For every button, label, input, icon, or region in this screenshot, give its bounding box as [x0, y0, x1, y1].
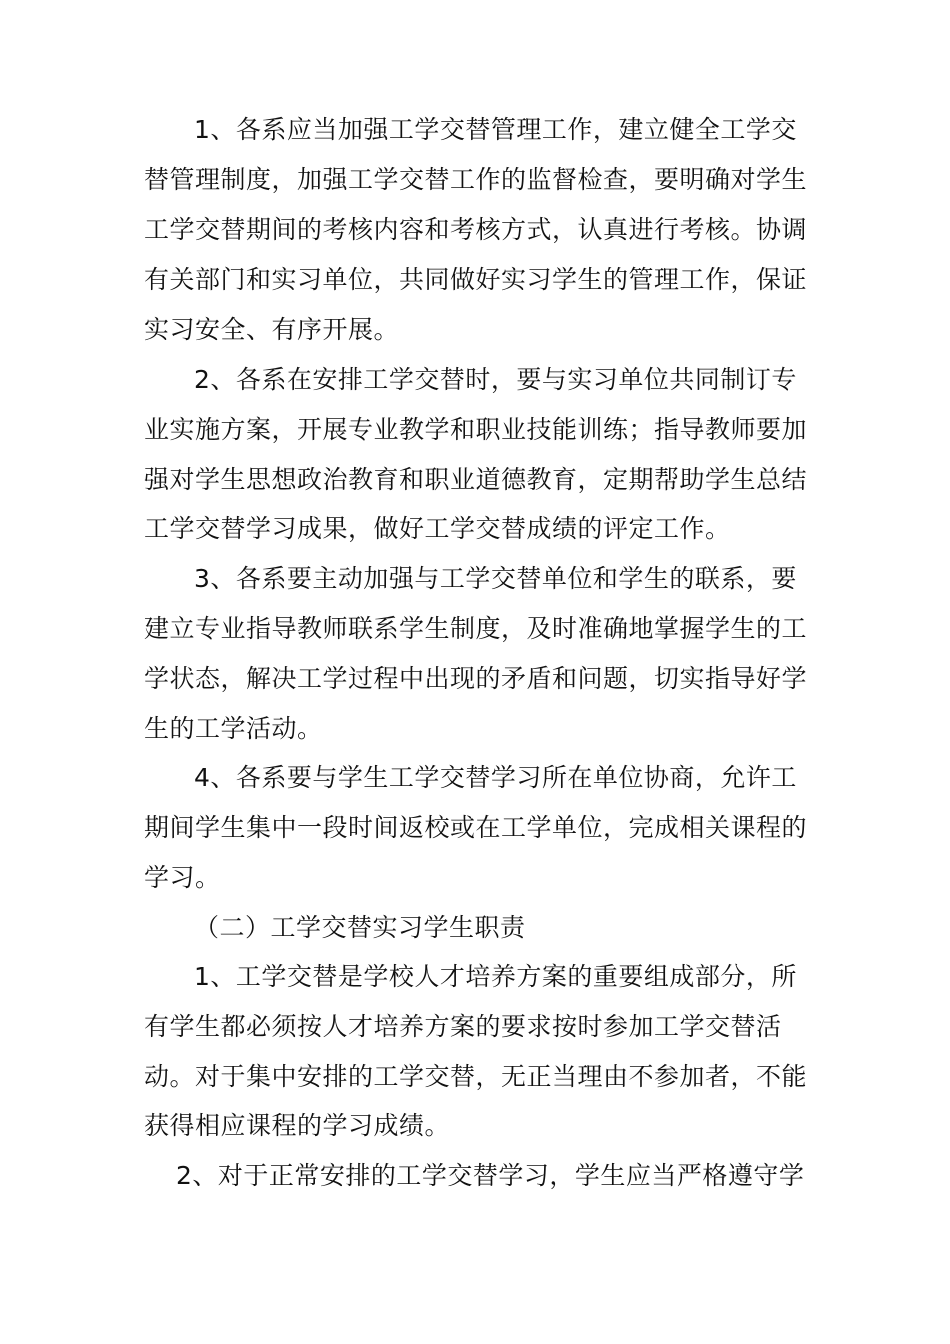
paragraph-2-line-3: 强对学生思想政治教育和职业道德教育，定期帮助学生总结	[144, 465, 808, 494]
paragraph-3-line-2: 建立专业指导教师联系学生制度，及时准确地掌握学生的工	[144, 614, 808, 643]
paragraph-1-line-4: 有关部门和实习单位，共同做好实习学生的管理工作，保证	[144, 265, 808, 294]
paragraph-3-line-4: 生的工学活动。	[144, 714, 323, 743]
section-heading: （二）工学交替实习学生职责	[194, 913, 526, 942]
paragraph-5-line-4: 获得相应课程的学习成绩。	[144, 1111, 451, 1140]
paragraph-4-line-3: 学习。	[144, 863, 221, 892]
paragraph-4-line-1: 4、各系要与学生工学交替学习所在单位协商，允许工	[194, 763, 797, 792]
paragraph-1-line-5: 实习安全、有序开展。	[144, 315, 400, 344]
paragraph-2-line-1: 2、各系在安排工学交替时，要与实习单位共同制订专	[194, 365, 797, 394]
paragraph-1-line-2: 替管理制度，加强工学交替工作的监督检查，要明确对学生	[144, 165, 808, 194]
paragraph-6-line-1: 2、对于正常安排的工学交替学习，学生应当严格遵守学	[176, 1161, 805, 1190]
paragraph-5-line-1: 1、工学交替是学校人才培养方案的重要组成部分，所	[194, 962, 797, 991]
paragraph-2-line-4: 工学交替学习成果，做好工学交替成绩的评定工作。	[144, 514, 731, 543]
paragraph-5-line-2: 有学生都必须按人才培养方案的要求按时参加工学交替活	[144, 1012, 782, 1041]
paragraph-3-line-1: 3、各系要主动加强与工学交替单位和学生的联系，要	[194, 564, 797, 593]
paragraph-5-line-3: 动。对于集中安排的工学交替，无正当理由不参加者，不能	[144, 1062, 808, 1091]
paragraph-1-line-3: 工学交替期间的考核内容和考核方式，认真进行考核。协调	[144, 215, 808, 244]
paragraph-2-line-2: 业实施方案，开展专业教学和职业技能训练；指导教师要加	[144, 415, 808, 444]
paragraph-3-line-3: 学状态，解决工学过程中出现的矛盾和问题，切实指导好学	[144, 664, 808, 693]
paragraph-1-line-1: 1、各系应当加强工学交替管理工作，建立健全工学交	[194, 115, 797, 144]
paragraph-4-line-2: 期间学生集中一段时间返校或在工学单位，完成相关课程的	[144, 813, 808, 842]
